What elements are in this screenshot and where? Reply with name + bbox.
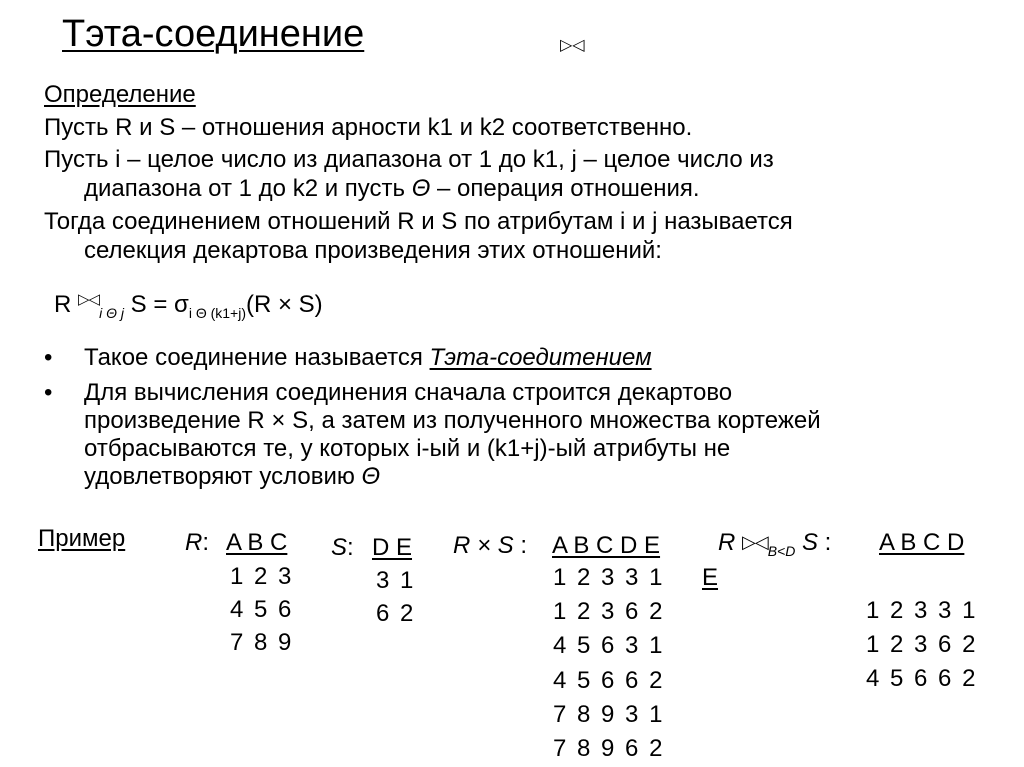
text: R × S bbox=[453, 532, 514, 559]
text: S bbox=[331, 534, 348, 561]
bullet-line: произведение R × S, а затем из полученного множества кортежей bbox=[84, 407, 821, 434]
bowtie-join-icon: ▷◁ bbox=[560, 37, 585, 54]
relation-r-label bbox=[185, 531, 209, 555]
text: R bbox=[718, 529, 742, 556]
paragraph bbox=[84, 177, 700, 201]
text: S = σ bbox=[123, 291, 189, 318]
join-label bbox=[718, 531, 831, 558]
table-row: 1 2 3 3 1 bbox=[866, 597, 978, 624]
table-row: 1 2 3 3 1 bbox=[553, 564, 665, 591]
formula bbox=[54, 292, 323, 320]
bullet-line: отбрасываются те, у которых i-ый и (k1+j)-ый атрибуты не bbox=[84, 435, 731, 462]
text: S bbox=[795, 529, 818, 556]
text: : bbox=[818, 529, 832, 556]
text: : bbox=[347, 534, 354, 561]
text: : bbox=[202, 529, 210, 556]
relation-s-header: D E bbox=[372, 534, 413, 561]
bullet-marker: • bbox=[44, 379, 53, 406]
paragraph: Пусть R и S – отношения арности k1 и k2 соответственно. bbox=[44, 114, 693, 141]
table-row: 4 5 6 bbox=[230, 596, 294, 623]
text: – операция отношения. bbox=[430, 175, 700, 202]
subscript: B<D bbox=[767, 543, 796, 559]
relation-s-label bbox=[331, 536, 354, 560]
subscript: i Θ (k1+j) bbox=[188, 305, 246, 321]
definition-heading: Определение bbox=[44, 81, 196, 108]
bullet-line: Для вычисления соединения сначала строится декартово bbox=[84, 379, 733, 406]
table-row: 3 1 bbox=[376, 567, 416, 594]
join-header-wrap: E bbox=[702, 564, 719, 591]
table-row: 4 5 6 6 2 bbox=[866, 665, 978, 692]
table-row: 1 2 3 bbox=[230, 563, 294, 590]
join-header: A B C D bbox=[879, 529, 965, 556]
table-row: 4 5 6 3 1 bbox=[553, 632, 665, 659]
paragraph: селекция декартова произведения этих отношений: bbox=[84, 237, 662, 264]
bullet-line bbox=[84, 465, 380, 489]
text: : bbox=[513, 532, 528, 559]
table-row: 1 2 3 6 2 bbox=[866, 631, 978, 658]
paragraph: Пусть i – целое число из диапазона от 1 до k1, j – целое число из bbox=[44, 146, 774, 173]
slide-title: Тэта-соединение bbox=[62, 13, 365, 55]
table-row: 7 8 9 3 1 bbox=[553, 701, 665, 728]
bullet-item bbox=[84, 346, 652, 370]
text: (R × S) bbox=[246, 291, 323, 318]
bullet-marker: • bbox=[44, 344, 53, 371]
text: Такое соединение называется bbox=[84, 344, 430, 371]
text: R bbox=[185, 529, 203, 556]
text: удовлетворяют условию bbox=[84, 463, 362, 490]
table-row: 4 5 6 6 2 bbox=[553, 667, 665, 694]
bowtie-icon: ▷◁ bbox=[742, 532, 768, 552]
table-row: 7 8 9 6 2 bbox=[553, 735, 665, 762]
table-row: 6 2 bbox=[376, 600, 416, 627]
paragraph: Тогда соединением отношений R и S по атрибутам i и j называется bbox=[44, 208, 793, 235]
subscript: i Θ j bbox=[99, 305, 124, 321]
example-label: Пример bbox=[38, 525, 126, 552]
product-header: A B C D E bbox=[552, 532, 661, 559]
product-label bbox=[453, 534, 527, 558]
bowtie-icon: ▷◁ bbox=[78, 291, 100, 308]
relation-r-header: A B C bbox=[226, 529, 288, 556]
text: диапазона от 1 до k2 и пусть bbox=[84, 175, 412, 202]
theta: Θ bbox=[411, 175, 431, 202]
text: R bbox=[54, 291, 78, 318]
emphasis: Тэта-соедитением bbox=[429, 344, 652, 371]
table-row: 1 2 3 6 2 bbox=[553, 598, 665, 625]
theta: Θ bbox=[361, 463, 381, 490]
table-row: 7 8 9 bbox=[230, 629, 294, 656]
